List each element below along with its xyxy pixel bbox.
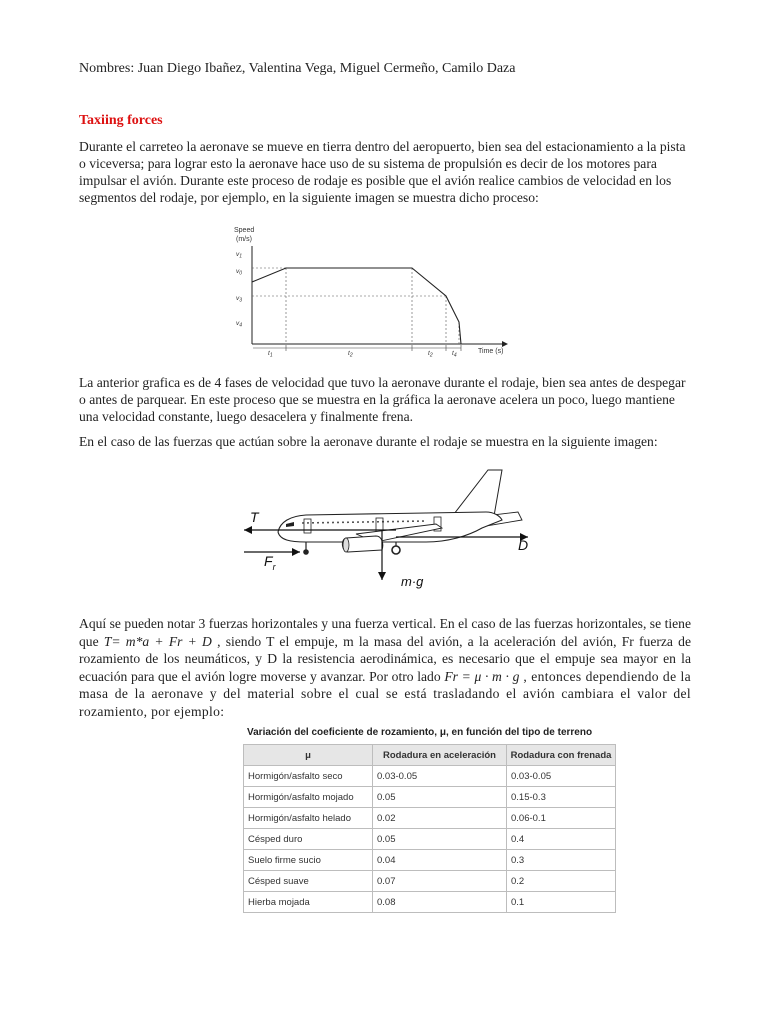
table-row: [244, 871, 616, 892]
weight-label: m·g: [401, 574, 424, 589]
braking-cell: 0.4: [507, 829, 616, 850]
braking-cell: 0.3: [507, 850, 616, 871]
y-tick-v0: $v_0$: [236, 268, 243, 277]
terrain-cell: Suelo firme sucio: [244, 850, 373, 871]
speed-curve: [252, 268, 461, 344]
acceleration-cell: 0.03-0.05: [373, 766, 507, 787]
braking-cell: 0.1: [507, 892, 616, 913]
friction-label: [264, 553, 277, 572]
braking-cell: 0.2: [507, 871, 616, 892]
speed-time-chart: [232, 224, 518, 360]
table-row: [244, 787, 616, 808]
friction-arrowhead: [292, 548, 300, 556]
table-row: [244, 892, 616, 913]
paragraph-forces-intro: En el caso de las fuerzas que actúan sobre la aeronave durante el rodaje se muestra en la siguiente imagen:: [79, 434, 658, 449]
braking-cell: 0.06-0.1: [507, 808, 616, 829]
paragraph-4-part-c: , entonces dependiendo de la masa de la aeronave y del material sobre el cual se está trasladando el avión cambiara el valor del rozamiento, por ejemplo:: [79, 668, 691, 719]
tail-fin: [454, 470, 502, 516]
table-row: [244, 850, 616, 871]
x-axis-label: Time (s): [478, 348, 504, 355]
section-title: Taxiing forces: [79, 113, 163, 128]
y-axis-unit: (m/s): [236, 236, 252, 243]
y-tick-v4: $v_4$: [236, 320, 243, 329]
drag-label: D: [518, 537, 529, 553]
table-row: [244, 829, 616, 850]
braking-cell: 0.15-0.3: [507, 787, 616, 808]
paragraph-4-part-b: , siendo T el empuje, m la masa del avión, a la aceleración del avión, Fr fuerza de rozamiento de los neumáticos, y D la resistencia aerodinámica, es necesario que el empuje sea mayor en la ecuación para que el avión logre moverse y avanzar. Por otro lado: [79, 633, 691, 684]
authors-line: Nombres: Juan Diego Ibañez, Valentina Vega, Miguel Cermeño, Camilo Daza: [79, 61, 516, 76]
header-mu: μ: [244, 745, 373, 766]
table-row: [244, 766, 616, 787]
acceleration-cell: 0.07: [373, 871, 507, 892]
friction-table-container: [243, 727, 616, 913]
x-tick-t2: $t_2$: [348, 350, 353, 359]
main-wheel: [392, 546, 400, 554]
y-tick-v3: $v_3$: [236, 295, 243, 304]
paragraph-forces-analysis: [79, 615, 691, 720]
x-axis-arrow: [502, 341, 508, 347]
thrust-arrowhead: [244, 526, 252, 534]
table-header-row: [244, 745, 616, 766]
equation-friction: Fr = μ · m · g: [444, 668, 520, 684]
terrain-cell: Césped suave: [244, 871, 373, 892]
x-tick-t2b: $t_2$: [428, 350, 433, 359]
acceleration-cell: 0.04: [373, 850, 507, 871]
acceleration-cell: 0.02: [373, 808, 507, 829]
header-braking: Rodadura con frenada: [507, 745, 616, 766]
equation-thrust: T= m*a + Fr + D: [103, 633, 212, 649]
terrain-cell: Hormigón/asfalto mojado: [244, 787, 373, 808]
braking-cell: 0.03-0.05: [507, 766, 616, 787]
terrain-cell: Césped duro: [244, 829, 373, 850]
acceleration-cell: 0.05: [373, 829, 507, 850]
terrain-cell: Hierba mojada: [244, 892, 373, 913]
airplane-forces-diagram: [236, 462, 538, 596]
terrain-cell: Hormigón/asfalto helado: [244, 808, 373, 829]
acceleration-cell: 0.08: [373, 892, 507, 913]
engine-intake: [343, 538, 349, 552]
nose-wheel: [303, 549, 309, 555]
y-axis-label: Speed: [234, 227, 255, 234]
paragraph-4-part-a: Aquí se pueden notar 3 fuerzas horizontales y una fuerza vertical. En el caso de las fuerzas horizontales, se tiene que: [79, 616, 691, 649]
acceleration-cell: 0.05: [373, 787, 507, 808]
table-caption: Variación del coeficiente de rozamiento, μ, en función del tipo de terreno: [247, 727, 593, 738]
y-tick-v1: $v_1$: [236, 251, 243, 260]
terrain-cell: Hormigón/asfalto seco: [244, 766, 373, 787]
x-tick-t4: $t_4$: [452, 350, 457, 359]
thrust-label: T: [250, 509, 259, 525]
weight-arrowhead: [378, 572, 386, 580]
x-tick-t1: $t_1$: [268, 350, 273, 359]
header-acceleration: Rodadura en aceleración: [373, 745, 507, 766]
friction-coefficient-table: [243, 744, 616, 913]
table-row: [244, 808, 616, 829]
paragraph-intro: Durante el carreteo la aeronave se mueve en tierra dentro del aeropuerto, bien sea del estacionamiento a la pista o viceversa; para lograr esto la aeronave hace uso de su sistema de propulsión es decir de los motores para impulsar el avión. Durante este proceso de rodaje es posible que el avión realice cambios de velocidad en los segmentos del rodaje, por ejemplo, en la siguiente imagen se muestra dicho proceso:: [79, 139, 686, 205]
friction-label-main: F: [264, 553, 273, 569]
paragraph-chart-explanation: La anterior grafica es de 4 fases de velocidad que tuvo la aeronave durante el rodaje, bien sea antes de despegar o antes de parquear. En este proceso que se muestra en la gráfica la aeronave acelera un poco, luego mantiene una velocidad constante, luego desacelera y finalmente frena.: [79, 375, 686, 424]
friction-label-sub: r: [272, 562, 276, 572]
